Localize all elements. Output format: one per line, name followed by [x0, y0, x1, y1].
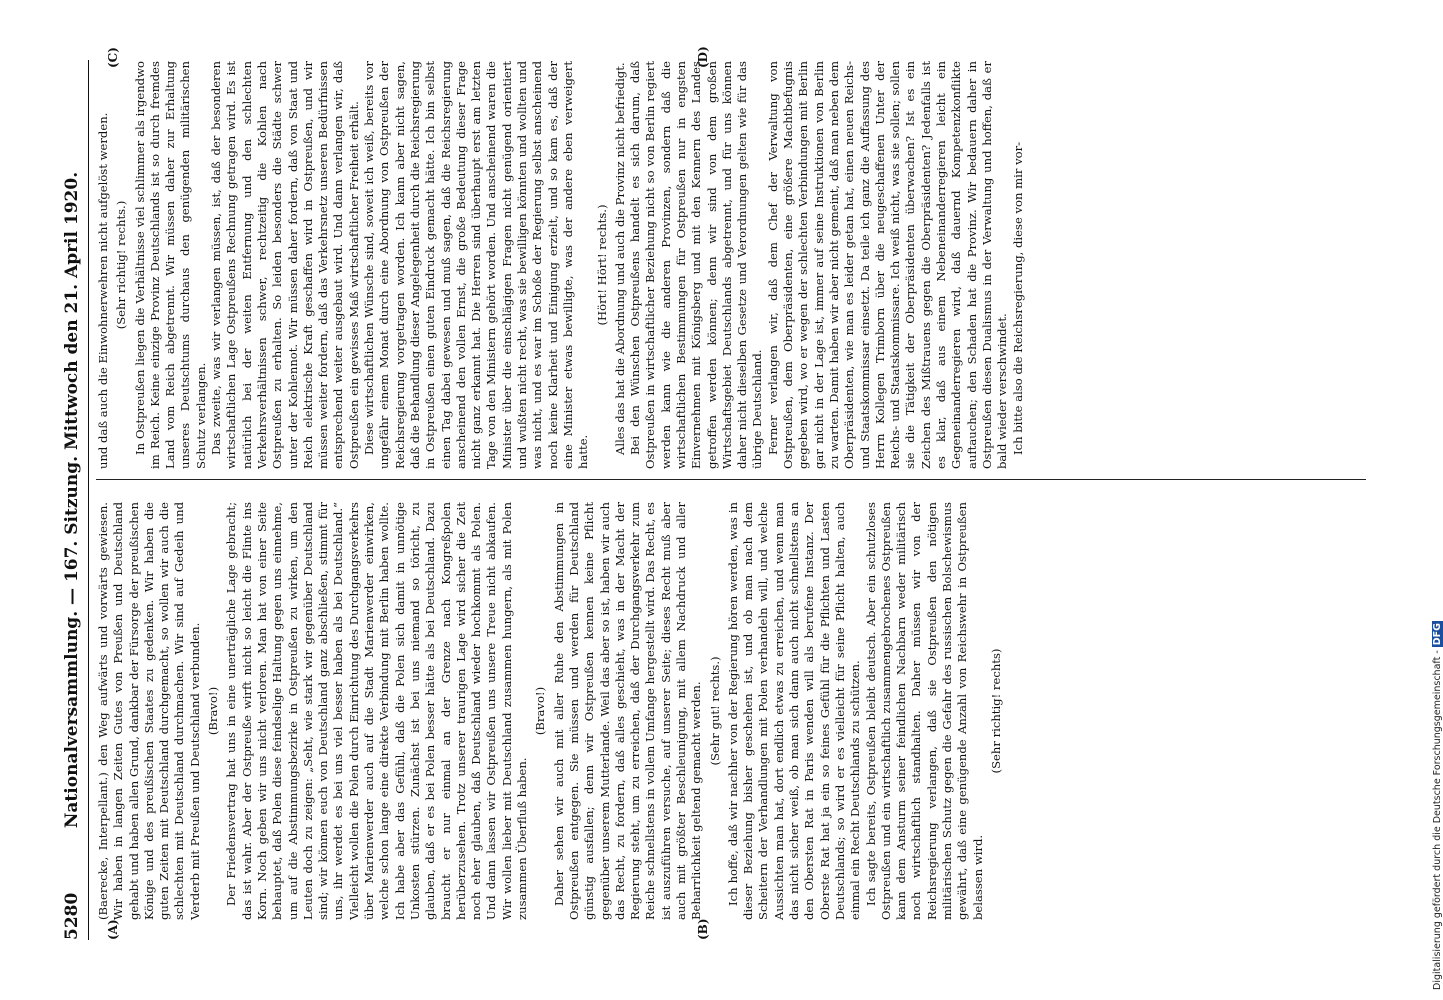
- paragraph: Der Friedensvertrag hat uns in eine unerträgliche Lage gebracht; das ist wahr. Aber der Ostpreuße wirft nicht so leicht die Flinte ins Korn. Noch geben wir uns nicht verloren. Man hat von einer Seite behauptet, daß Polen diese feindselige Haltung gegen uns einnehme, um auf die Abstimmungsbezirke in Ostpreußen zu wirken, um den Leuten doch zu zeigen: „Seht, wie stark wir gegenüber Deutschland sind; wir können euch von Deutschland ganz abschließen, stimmt für uns, ihr werdet es bei uns viel besser haben als bei Deutschland.“ Vielleicht wollen die Polen durch Einrichtung des Durchgangsverkehrs über Marienwerder auch auf die Stadt Marienwerder einwirken, welche schon lange eine direkte Verbindung mit Berlin haben wollte. Ich habe aber das Gefühl, daß die Polen sich damit in unnötige Unkosten stürzen. Zunächst ist bei uns niemand so töricht, zu glauben, daß er es bei Polen besser hätte als bei Deutschland. Dazu braucht er nur einmal an der Grenze nach Kongreßpolen herüberzusehen. Trotz unserer traurigen Lage wird sicher die Zeit noch eher glauben, daß Deutschland wieder hochkommt als Polen. Und dann lassen wir Ostpreußen uns unsere Treue nicht abkaufen. Wir wollen lieber mit Deutschland zusammen hungern, als mit Polen zusammen Überfluß haben.: [224, 502, 530, 920]
- running-title: Nationalversammlung. — 167. Sitzung. Mittwoch den 21. April 1920.: [62, 171, 82, 829]
- left-column: [96, 502, 1366, 920]
- interjection: (Sehr richtig! rechts.): [114, 200, 129, 330]
- margin-marker-b: (B): [696, 918, 710, 940]
- page-number: 5280: [62, 892, 82, 940]
- paragraph: Ich sagte bereits, Ostpreußen bleibt deutsch. Aber ein schutzloses Ostpreußen und ein wirtschaftlich zusammengebrochenes Ostpreußen kann dem Ansturm seiner feindlichen Nachbarn weder militärisch noch wirtschaftlich standhalten. Daher müssen wir von der Reichsregierung verlangen, daß sie Ostpreußen den nötigen militärischen Schutz gegen die Gefahr des russischen Bolschewismus gewährt, daß eine genügende Anzahl von Reichswehr in Ostpreußen belassen wird.: [863, 502, 985, 920]
- dfg-logo: DFG: [1432, 623, 1443, 646]
- paragraph: Daher sehen wir auch mit aller Ruhe den Abstimmungen in Ostpreußen entgegen. Sie müssen und werden für Deutschland günstig ausfallen; denn wir Ostpreußen kennen keine Pflicht gegenüber unserem Mutterlande. Weil das aber so ist, haben wir auch das Recht, zu fordern, daß alles geschieht, was in der Macht der Regierung steht, um zu erreichen, daß der Durchgangsverkehr zum Reiche schnellstens in vollem Umfange hergestellt wird. Das Recht, es ist auszuführen versuche, auf unserer Seite; dieses Recht muß aber auch mit größter Beschleunigung, mit allem Nachdruck und aller Beharrlichkeit geltend gemacht werden.: [551, 502, 704, 920]
- paragraph: Ferner verlangen wir, daß dem Chef der Verwaltung von Ostpreußen, dem Oberpräsidenten, eine größere Machtbefugnis gegeben wird, wo er wegen der schlechten Verbindungen mit Berlin gar nicht in der Lage ist, immer auf seine Instruktionen von Berlin zu warten. Damit haben wir aber nicht gemeint, daß man neben dem Oberpräsidenten, wie man es leider getan hat, einen neuen Reichs- und Staatskommissar einsetzt. Da teile ich ganz die Auffassung des Herrn Kollegen Trimborn über die neugeschaffenen Unter der Reichs- und Staatskommissare. Ich weiß nicht, was sie sollen; sollen sie die Tätigkeit der Oberpräsidenten überwachen? Ist es ein Zeichen des Mißtrauens gegen die Oberpräsidenten? Jedenfalls ist es klar, daß aus einem Nebeneinanderregieren leicht ein Gegeneinanderregieren wird, daß dauernd Kompetenzkonflikte auftauchen; den Schaden hat die Provinz. Wir bedauern daher in Ostpreußen diesen Dualismus in der Verwaltung und hoffen, daß er bald wieder verschwindet.: [765, 61, 1010, 469]
- paragraph: Ich bitte also die Reichsregierung, diese von mir vor-: [1010, 141, 1025, 455]
- paragraph: (Baerecke, Interpellant.) den Weg aufwärts und vorwärts gewiesen. Wir haben in langen Zeiten Gutes von Preußen und Deutschland gehabt und haben allen Grund, dankbar der Fürsorge der preußischen Könige und des preußischen Staates zu gedenken. Wir haben die guten Zeiten mit Deutschland durchgemacht, so wollen wir auch die schlechten mit Deutschland durchmachen. Wir sind auf Gedeih und Verderb mit Preußen und Deutschland verbunden.: [96, 502, 202, 920]
- interjection: (Bravo!): [533, 686, 548, 736]
- interjection: (Hört! Hört! rechts.): [594, 204, 609, 326]
- funding-note: [1416, 0, 1443, 1000]
- paragraph: Diese wirtschaftlichen Wünsche sind, soweit ich weiß, bereits vor ungefähr einem Monat durch eine Abordnung von Ostpreußen der Reichsregierung vorgetragen worden. Ich kann aber nicht sagen, daß die Behandlung dieser Angelegenheit durch die Reichsregierung in Ostpreußen einen guten Eindruck gemacht hätte. Ich bin selbst einen Tag dabei gewesen und muß sagen, daß die Reichsregierung anscheinend den vollen Ernst, die große Bedeutung dieser Frage nicht ganz erkannt hat. Die Herren sind überhaupt erst am letzten Tage von den Ministern gehört worden. Und anscheinend waren die Minister über die einschlägigen Fragen nicht genügend orientiert und wußten nicht recht, was sie bewilligen könnten und wollten und was nicht, und es war im Schoße der Regierung selbst anscheinend noch keine Klarheit und Einigung erzielt, und so kam es, daß der eine Minister etwas bewilligte, was der andere eben verweigert hatte.: [362, 61, 591, 469]
- interjection: (Sehr gut! rechts.): [707, 656, 722, 766]
- interjection: (Sehr richtig! rechts): [988, 648, 1003, 774]
- paragraph: In Ostpreußen liegen die Verhältnisse viel schlimmer als irgendwo im Reich. Keine einzige Provinz Deutschlands ist so durch fremdes Land vom Reich abgetrennt. Wir müssen daher zur Erhaltung unseres Deutschtums durchaus den genügenden militärischen Schutz verlangen.: [132, 61, 208, 469]
- paragraph: Alles das hat die Abordnung und auch die Provinz nicht befriedigt.: [612, 62, 627, 455]
- paragraph: Ich hoffe, daß wir nachher von der Regierung hören werden, was in dieser Beziehung bisher geschehen ist, und ob man nach dem Scheitern der Verhandlungen mit Polen verhandeln will, und welche Aussichten man hat, dort endlich etwas zu erreichen, und wenn man das nicht sicher weiß, ob man sich dann auch nicht schnellstens an den Obersten Rat in Paris wenden will als berufene Instanz. Der Oberste Rat hat ja ein so feines Gefühl für die Pflichten und Lasten Deutschlands; so wird er es vielleicht für seine Pflicht halten, auch einmal ein Recht Deutschlands zu schützen.: [725, 502, 863, 920]
- paragraph: Das zweite, was wir verlangen müssen, ist, daß der besonderen wirtschaftlichen Lage Ostpreußens Rechnung getragen wird. Es ist natürlich bei der weiten Entfernung und den schlechten Verkehrsverhältnissen schwer, rechtzeitig die Kohlen nach Ostpreußen zu erhalten. So leiden besonders die Städte schwer unter der Kohlennot. Wir müssen daher fordern, daß von Staat und Reich elektrische Kraft geschaffen wird in Ostpreußen, und wir müssen weiter fordern, daß das Verkehrsnetz unseren Bedürfnissen entsprechend weiter ausgebaut wird. Und dann verlangen wir, daß Ostpreußen ein gewisses Maß wirtschaftlicher Freiheit erhält.: [209, 61, 361, 469]
- page-header: [60, 60, 89, 940]
- interjection: (Bravo!): [206, 686, 221, 736]
- paragraph: und daß auch die Einwohnerwehren nicht aufgelöst werden.: [96, 112, 110, 469]
- margin-marker-c: (C): [106, 47, 120, 68]
- funding-note-text: [1432, 621, 1443, 990]
- margin-marker-d: (D): [696, 46, 710, 68]
- margin-marker-a: (A): [106, 919, 120, 940]
- paragraph: Bei den Wünschen Ostpreußens handelt es sich darum, daß Ostpreußen in wirtschaftlicher Beziehung nicht so von Berlin regiert werden kann wie die anderen Provinzen, sondern daß die wirtschaftlichen Bestimmungen für Ostpreußen nur in engsten Einvernehmen mit Königsberg und mit den Kennern des Landes getroffen werden können; denn wir sind von dem großen Wirtschaftsgebiet Deutschlands abgetrennt, und für uns können daher nicht dieselben Gesetze und Verordnungen gelten wie für das übrige Deutschland.: [628, 61, 765, 469]
- right-column: [96, 61, 1366, 480]
- funding-text: Digitalisierung gefördert durch die Deutsche Forschungsgemeinschaft -: [1432, 650, 1443, 990]
